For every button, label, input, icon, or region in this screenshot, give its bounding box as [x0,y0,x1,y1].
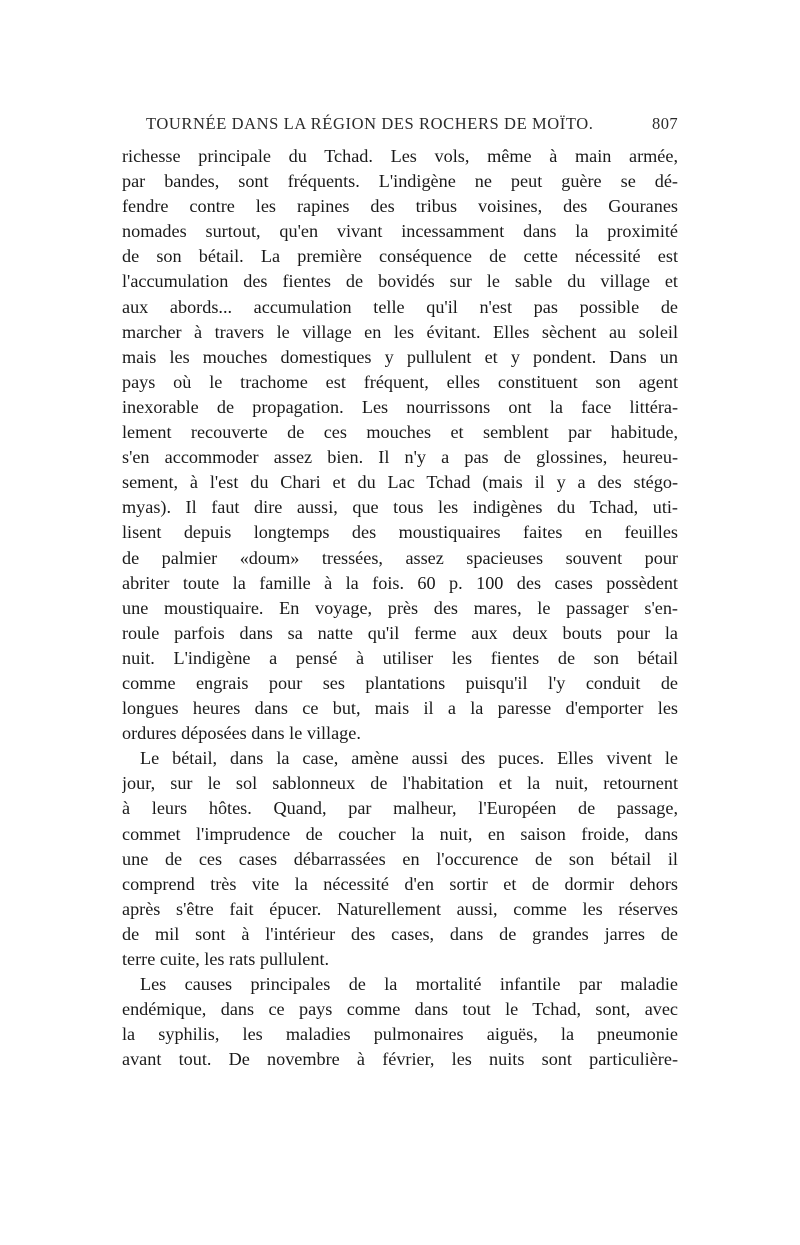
text-line: avant tout. De novembre à février, les nuits sont particulière- [122,1049,678,1070]
book-page [122,114,678,1072]
text-line: Les causes principales de la mortalité infantile par maladie [140,974,678,995]
text-line: aux abords... accumulation telle qu'il n'est pas possible de [122,296,678,317]
text-line: par bandes, sont fréquents. L'indigène ne peut guère se dé- [122,171,678,192]
text-line: marcher à travers le village en les évitant. Elles sèchent au soleil [122,321,678,342]
text-line: s'en accommoder assez bien. Il n'y a pas de glossines, heureu- [122,447,678,468]
text-line: nuit. L'indigène a pensé à utiliser les fientes de son bétail [122,647,678,668]
text-line: comme engrais pour ses plantations puisqu'il l'y conduit de [122,672,678,693]
text-line: jour, sur le sol sablonneux de l'habitation et la nuit, retournent [122,773,678,794]
text-line: lisent depuis longtemps des moustiquaires faites en feuilles [122,522,678,543]
text-line: une moustiquaire. En voyage, près des mares, le passager s'en- [122,597,678,618]
text-line: terre cuite, les rats pullulent. [122,949,330,969]
text-line: de son bétail. La première conséquence de cette nécessité est [122,246,678,267]
text-line: abriter toute la famille à la fois. 60 p. 100 des cases possèdent [122,572,678,593]
paragraph-2 [122,746,678,972]
text-line: myas). Il faut dire aussi, que tous les indigènes du Tchad, uti- [122,497,678,518]
text-line: Le bétail, dans la case, amène aussi des puces. Elles vivent le [140,748,678,769]
text-line: après s'être fait épucer. Naturellement aussi, comme les réserves [122,898,678,919]
text-line: de mil sont à l'intérieur des cases, dans de grandes jarres de [122,923,678,944]
running-title: TOURNÉE DANS LA RÉGION DES ROCHERS DE MOÏTO. [146,114,594,133]
text-line: nomades surtout, qu'en vivant incessamment dans la proximité [122,221,678,242]
text-line: richesse principale du Tchad. Les vols, même à main armée, [122,146,678,166]
text-line: endémique, dans ce pays comme dans tout le Tchad, sont, avec [122,999,678,1020]
page-number: 807 [652,114,678,133]
text-line: à leurs hôtes. Quand, par malheur, l'Européen de passage, [122,798,678,819]
text-line: comprend très vite la nécessité d'en sortir et de dormir dehors [122,873,678,894]
text-line: l'accumulation des fientes de bovidés sur le sable du village et [122,271,678,292]
text-line: longues heures dans ce but, mais il a la paresse d'emporter les [122,698,678,719]
text-line: lement recouverte de ces mouches et semblent par habitude, [122,422,678,443]
paragraph-1 [122,144,678,746]
text-line: ordures déposées dans le village. [122,723,361,744]
text-line: une de ces cases débarrassées en l'occurence de son bétail il [122,848,678,869]
text-line: sement, à l'est du Chari et du Lac Tchad (mais il y a des stégo- [122,472,678,493]
text-line: de palmier «doum» tressées, assez spacieuses souvent pour [122,547,678,568]
paragraph-3 [122,972,678,1072]
text-line: commet l'imprudence de coucher la nuit, en saison froide, dans [122,823,678,844]
text-line: pays où le trachome est fréquent, elles constituent son agent [122,371,678,392]
text-line: mais les mouches domestiques y pullulent et y pondent. Dans un [122,346,678,367]
text-line: la syphilis, les maladies pulmonaires aiguës, la pneumonie [122,1024,678,1045]
body-text [122,144,678,1072]
text-line: fendre contre les rapines des tribus voisines, des Gouranes [122,196,678,217]
text-line: roule parfois dans sa natte qu'il ferme aux deux bouts pour la [122,622,678,643]
running-header [146,114,678,142]
text-line: inexorable de propagation. Les nourrissons ont la face littéra- [122,396,678,417]
